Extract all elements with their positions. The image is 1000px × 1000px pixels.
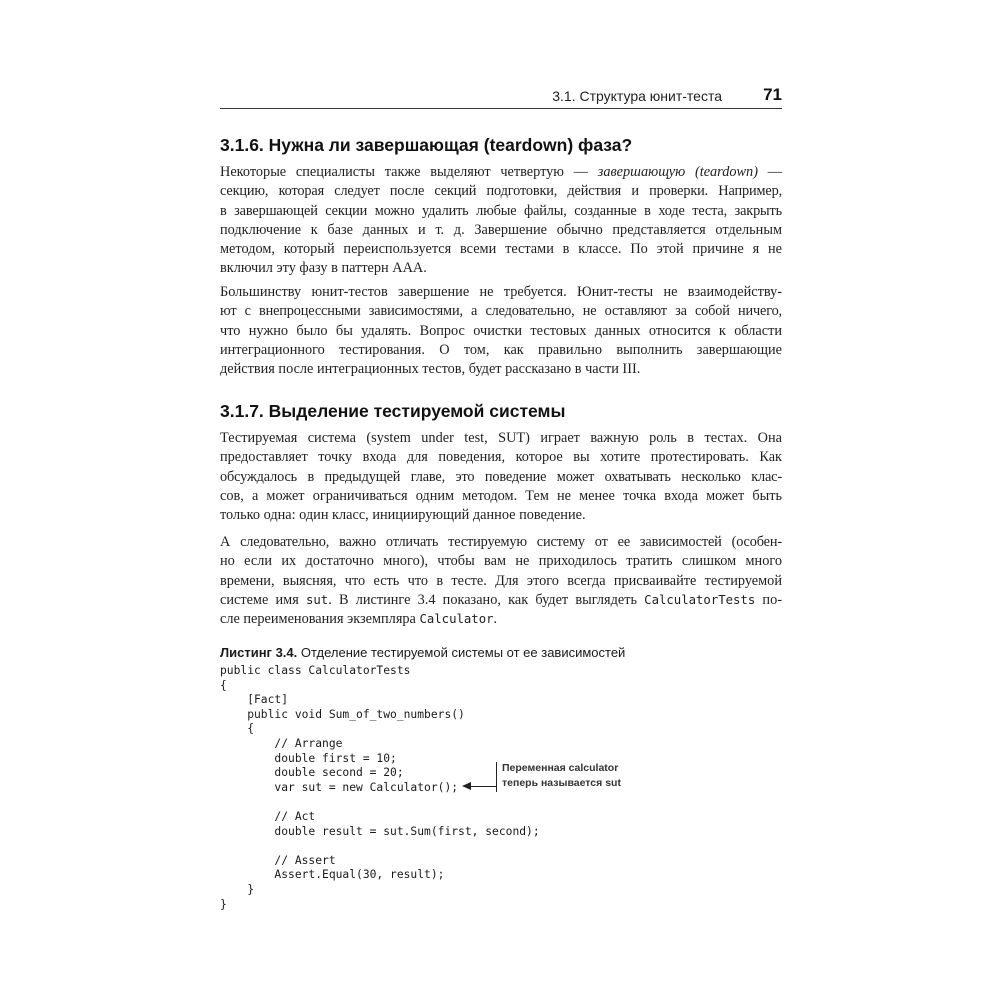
text-line: интеграционного тестирования. О том, как правильно выполнить завершающие bbox=[220, 341, 782, 358]
annotation-line: Переменная calculator bbox=[502, 762, 619, 774]
text-line: Большинству юнит-тестов завершение не требуется. Юнит-тесты не взаимодейству- bbox=[220, 284, 782, 300]
annotation-arrow-line bbox=[468, 786, 496, 787]
text-line: времени, выясняя, что есть что в тесте. Для этого всегда присваивайте тестируемой bbox=[220, 572, 782, 589]
inline-code-calculator: Calculator bbox=[419, 612, 494, 627]
paragraph-teardown-intro bbox=[220, 163, 782, 279]
text-line: действия после интеграционных тестов, будет рассказано в части III. bbox=[220, 361, 641, 378]
text-line: в завершающей секции можно удалить любые файлы, созданные в ходе теста, закрыть bbox=[220, 202, 782, 219]
code-line: public void Sum_of_two_numbers() bbox=[220, 707, 465, 721]
text-run: Некоторые специалисты также выделяют четвертую — bbox=[220, 164, 598, 180]
text-line: обсуждалось в предыдущей главе, это поведение может охватывать несколько клас- bbox=[220, 468, 782, 485]
code-line: [Fact] bbox=[220, 693, 289, 707]
running-header-title: 3.1. Структура юнит-теста bbox=[552, 88, 722, 104]
paragraph-sut-intro bbox=[220, 429, 782, 525]
code-line: // Arrange bbox=[220, 736, 343, 750]
text-line: А следовательно, важно отличать тестируемую систему от ее зависимостей (особен- bbox=[220, 534, 782, 550]
text-line: предоставляет точку входа для поведения, которое вы хотите протестировать. Как bbox=[220, 449, 782, 466]
code-line: public class CalculatorTests bbox=[220, 664, 411, 677]
code-line: // Assert bbox=[220, 853, 336, 867]
code-line: } bbox=[220, 882, 255, 896]
text-line: подключение к базе данных и т. д. Завершение обычно представляется отдельным bbox=[220, 221, 782, 238]
section-heading-3-1-7: 3.1.7. Выделение тестируемой системы bbox=[220, 401, 566, 421]
listing-caption-text: Отделение тестируемой системы от ее зависимостей bbox=[297, 645, 626, 660]
code-line: double second = 20; bbox=[220, 766, 404, 780]
code-line: } bbox=[220, 897, 227, 911]
text-line: ют с внепроцессными зависимостями, а следовательно, не оставляют за собой ничего, bbox=[220, 303, 782, 320]
text-run: — bbox=[757, 164, 782, 180]
text-line: сов, а может ограничиваться одним методом. Тем не менее точка входа может быть bbox=[220, 487, 782, 504]
text-run: системе имя bbox=[220, 591, 306, 608]
text-run: сле переименования экземпляра bbox=[220, 611, 420, 628]
section-heading-3-1-6: 3.1.6. Нужна ли завершающая (teardown) фаза? bbox=[220, 135, 633, 155]
code-line: double first = 10; bbox=[220, 751, 397, 765]
listing-caption-label: Листинг 3.4. bbox=[220, 645, 298, 660]
text-line bbox=[220, 591, 782, 610]
code-line bbox=[220, 839, 540, 854]
text-run: . В листинге 3.4 показано, как будет выглядеть bbox=[328, 591, 645, 608]
text-line: только одна: один класс, инициирующий данное поведение. bbox=[220, 507, 586, 524]
annotation-line: теперь называется sut bbox=[502, 777, 621, 789]
page-number: 71 bbox=[763, 85, 782, 104]
text-line: методом, который переиспользуется всеми тестами в классе. По этой причине я не bbox=[220, 241, 782, 258]
annotation-bracket bbox=[496, 762, 497, 792]
code-line: Assert.Equal(30, result); bbox=[220, 868, 445, 882]
emphasis-text: завершающую (teardown) bbox=[597, 164, 758, 180]
paragraph-teardown-not-needed bbox=[220, 283, 782, 379]
code-line: { bbox=[220, 722, 255, 736]
code-line: double result = sut.Sum(first, second); bbox=[220, 824, 540, 838]
code-line: // Act bbox=[220, 809, 316, 823]
code-annotation bbox=[482, 762, 662, 802]
text-line: секцию, которая следует после секций подготовки, действия и проверки. Например, bbox=[220, 183, 782, 200]
inline-code-sut: sut bbox=[306, 592, 329, 607]
running-header bbox=[220, 86, 782, 109]
text-line bbox=[220, 163, 782, 182]
listing-caption bbox=[220, 645, 625, 660]
text-line: что нужно было бы удалять. Вопрос очистки тестовых данных относится к области bbox=[220, 322, 782, 339]
inline-code-calculator-tests: CalculatorTests bbox=[644, 592, 756, 607]
arrow-left-icon bbox=[462, 782, 471, 790]
paragraph-sut-naming bbox=[220, 533, 782, 629]
text-line: но если их достаточно много), чтобы вам не приходилось тратить слишком много bbox=[220, 553, 782, 570]
text-run: по- bbox=[755, 591, 782, 608]
text-line: Тестируемая система (system under test, SUT) играет важную роль в тестах. Она bbox=[220, 430, 782, 446]
text-line: включил эту фазу в паттерн AAA. bbox=[220, 260, 427, 277]
code-line: { bbox=[220, 678, 227, 692]
book-page bbox=[220, 0, 782, 1000]
code-line: var sut = new Calculator(); bbox=[220, 780, 459, 794]
annotation-text bbox=[502, 761, 621, 791]
text-run: . bbox=[493, 611, 498, 628]
text-line bbox=[220, 610, 782, 629]
